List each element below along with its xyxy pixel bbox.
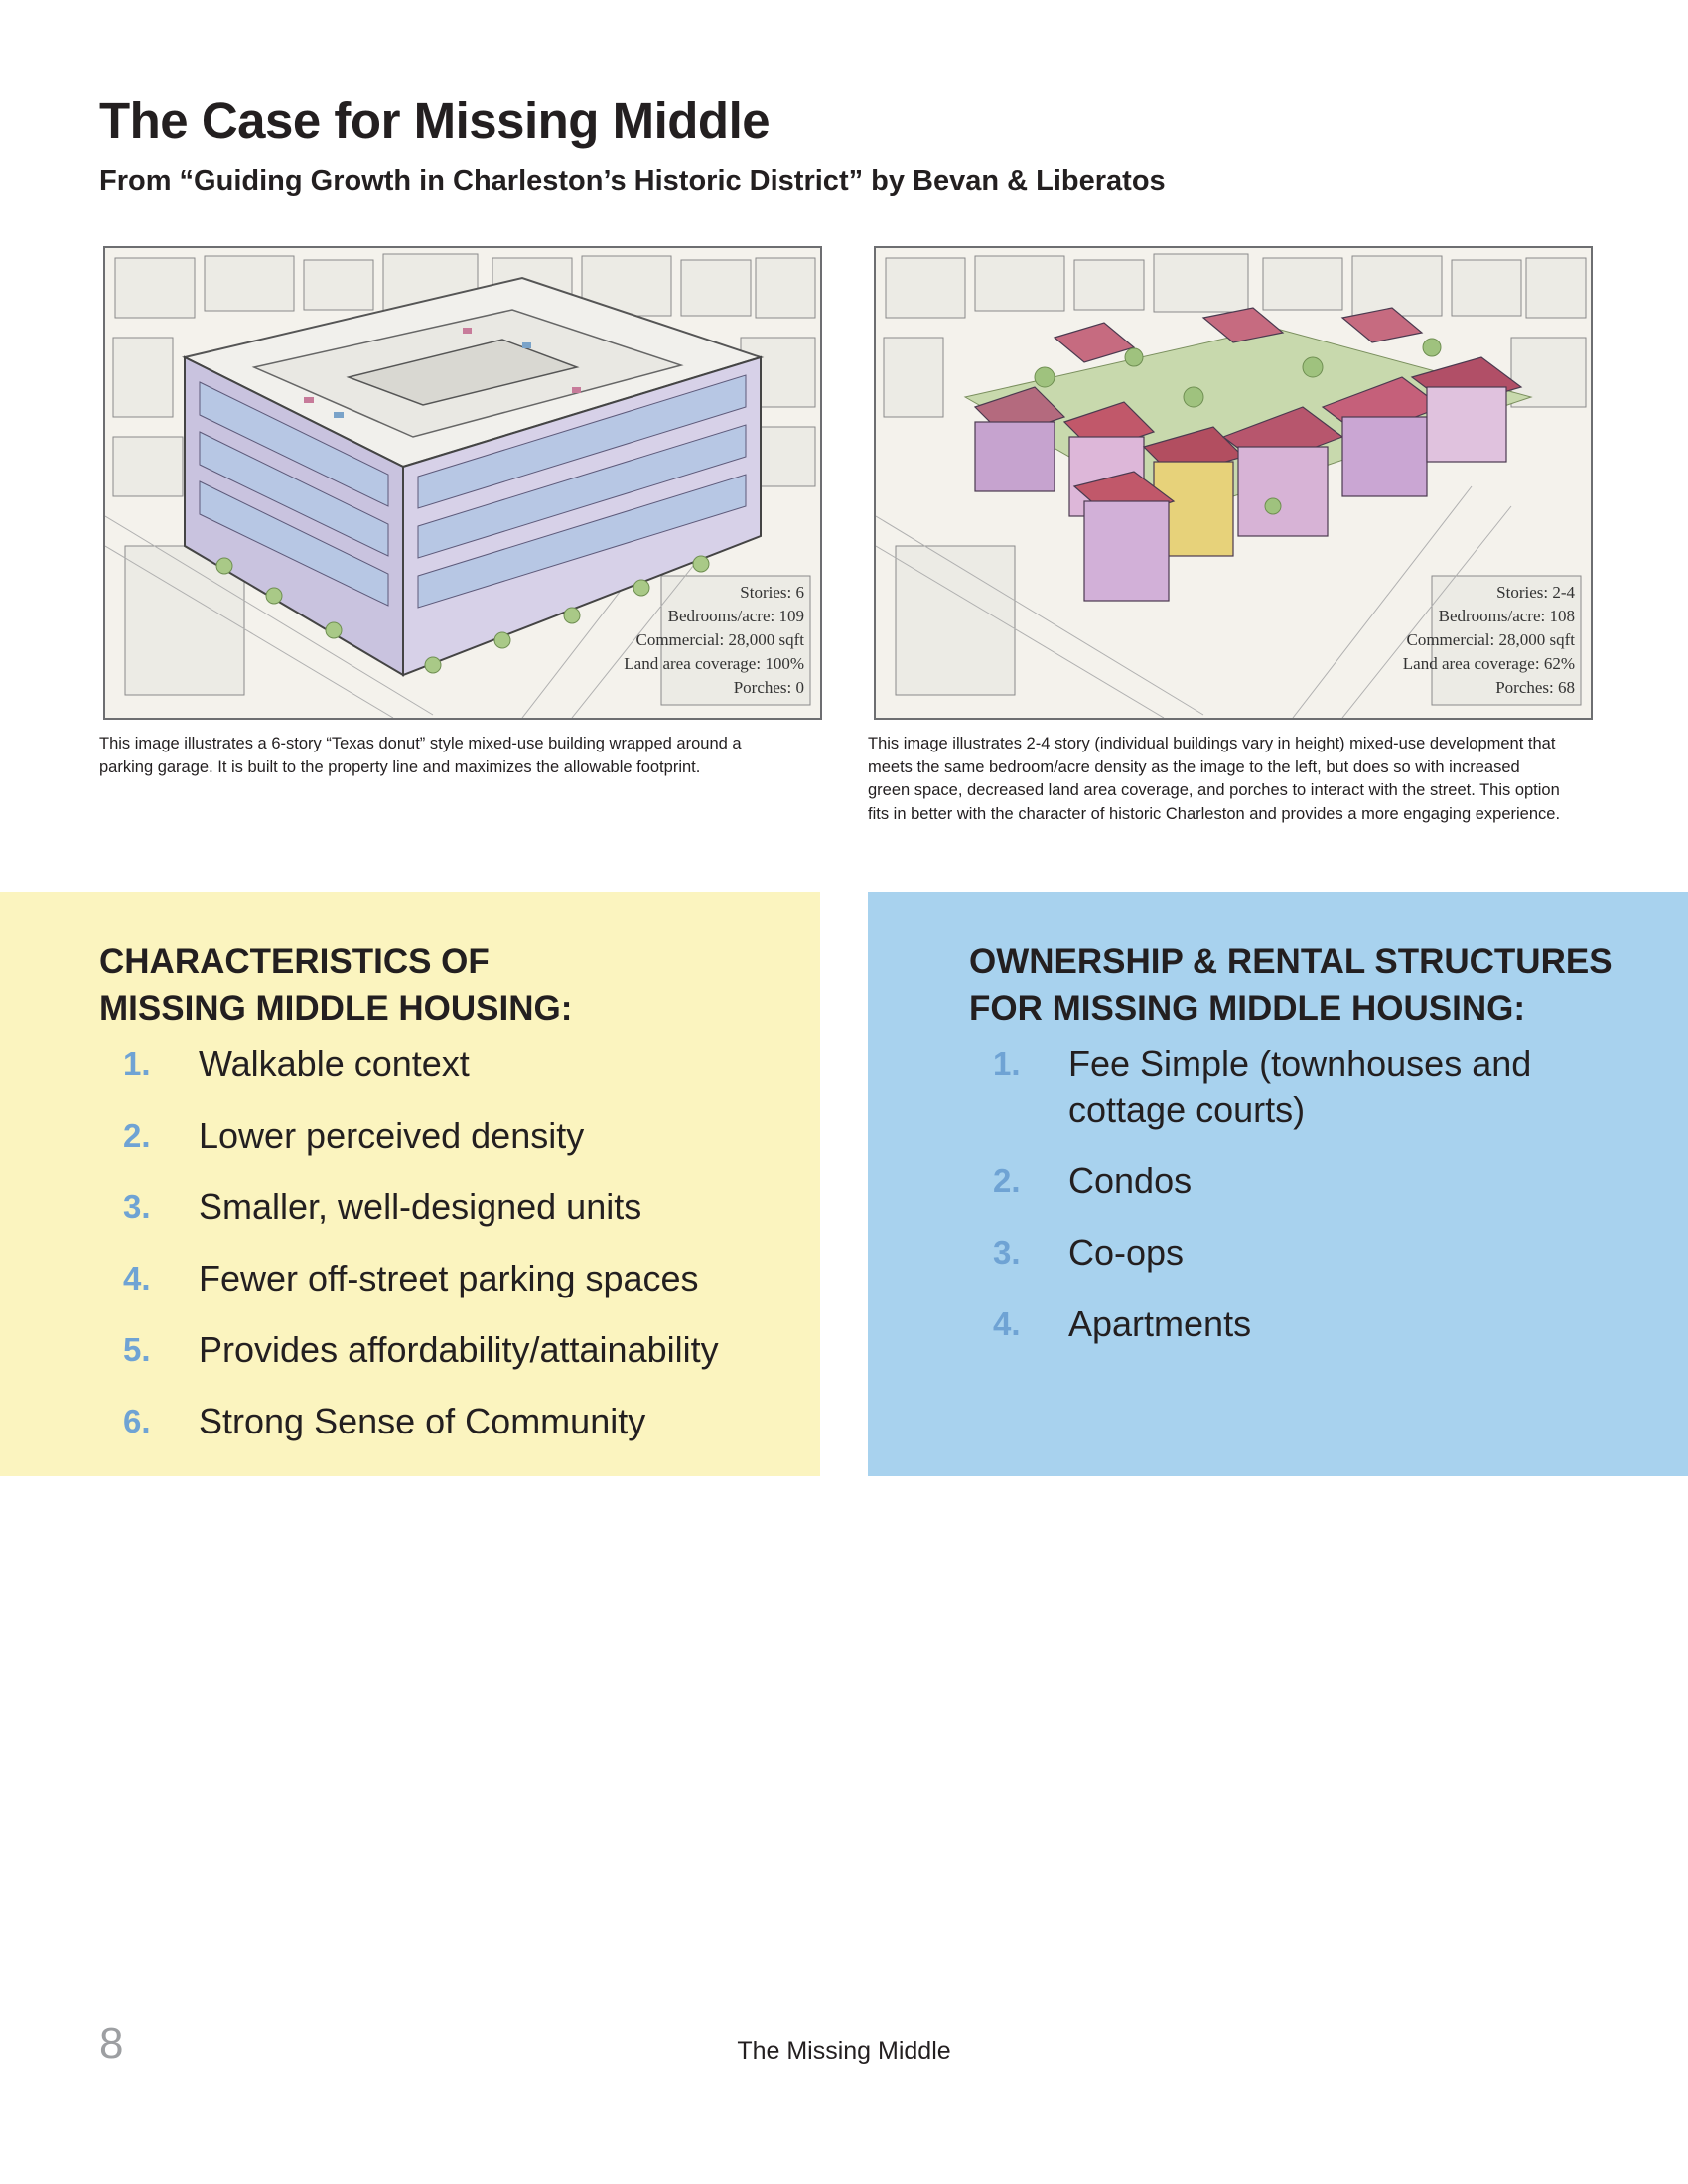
ownership-heading-line2: FOR MISSING MIDDLE HOUSING: [969,989,1525,1027]
list-item [993,1230,1624,1276]
stat-land-coverage: Land area coverage: 62% [1402,654,1575,673]
page-subtitle: From “Guiding Growth in Charleston’s Historic District” by Bevan & Liberatos [99,165,1166,197]
figure-caption-left: This image illustrates a 6-story “Texas donut” style mixed-use building wrapped around a parking garage. It is built to the property line and maximizes the allowable footprint. [99,735,742,776]
list-item [993,1041,1624,1133]
list-item [993,1159,1624,1204]
list-item [123,1041,719,1087]
stat-bedrooms: Bedrooms/acre: 109 [667,607,804,625]
building-stats [1403,581,1575,700]
list-text: Strong Sense of Community [199,1401,646,1441]
list-text: Fee Simple (townhouses and cottage courts) [1068,1043,1532,1130]
stat-bedrooms: Bedrooms/acre: 108 [1438,607,1575,625]
list-number: 1. [993,1045,1021,1082]
list-number: 4. [123,1260,151,1297]
ownership-heading-line1: OWNERSHIP & RENTAL STRUCTURES [969,942,1613,981]
figure-caption-right: This image illustrates 2-4 story (individual buildings vary in height) mixed-use development that meets the same bedroom/acre density as the image to the left, but does so with increased green space, decreased land area coverage, and porches to interact with the street. This option fits in better with the character of historic Charleston and provides a more engaging experience. [868,735,1561,823]
list-number: 2. [123,1117,151,1154]
list-text: Walkable context [199,1043,470,1084]
list-item [123,1256,719,1301]
list-number: 5. [123,1331,151,1368]
stat-commercial: Commercial: 28,000 sqft [1406,630,1575,649]
list-number: 3. [123,1188,151,1225]
list-item [123,1399,719,1444]
footer-title: The Missing Middle [737,2037,951,2065]
stat-porches: Porches: 68 [1495,678,1575,697]
stat-stories: Stories: 2-4 [1496,583,1575,602]
list-item [123,1113,719,1159]
list-text: Provides affordability/attainability [199,1329,719,1370]
missing-middle-illustration [874,246,1593,720]
texas-donut-illustration [103,246,822,720]
list-item [123,1327,719,1373]
list-text: Condos [1068,1160,1193,1201]
page-number: 8 [99,2019,124,2068]
ownership-panel [868,892,1688,1476]
list-number: 1. [123,1045,151,1082]
stat-stories: Stories: 6 [740,583,804,602]
characteristics-heading [99,938,572,1031]
list-item [993,1301,1624,1347]
list-number: 4. [993,1305,1021,1342]
stat-land-coverage: Land area coverage: 100% [624,654,804,673]
ownership-heading [969,938,1613,1031]
list-number: 2. [993,1162,1021,1199]
characteristics-heading-line2: MISSING MIDDLE HOUSING: [99,989,573,1027]
list-text: Co-ops [1068,1232,1185,1273]
list-text: Fewer off-street parking spaces [199,1258,699,1298]
characteristics-list [123,1041,719,1470]
list-item [123,1184,719,1230]
list-number: 3. [993,1234,1021,1271]
list-number: 6. [123,1403,151,1439]
list-text: Smaller, well-designed units [199,1186,642,1227]
building-stats [624,581,804,700]
stat-porches: Porches: 0 [733,678,804,697]
list-text: Lower perceived density [199,1115,585,1156]
characteristics-panel [0,892,820,1476]
characteristics-heading-line1: CHARACTERISTICS OF [99,942,490,981]
page-title: The Case for Missing Middle [99,92,771,149]
stat-commercial: Commercial: 28,000 sqft [635,630,804,649]
ownership-list [993,1041,1624,1373]
list-text: Apartments [1068,1303,1252,1344]
